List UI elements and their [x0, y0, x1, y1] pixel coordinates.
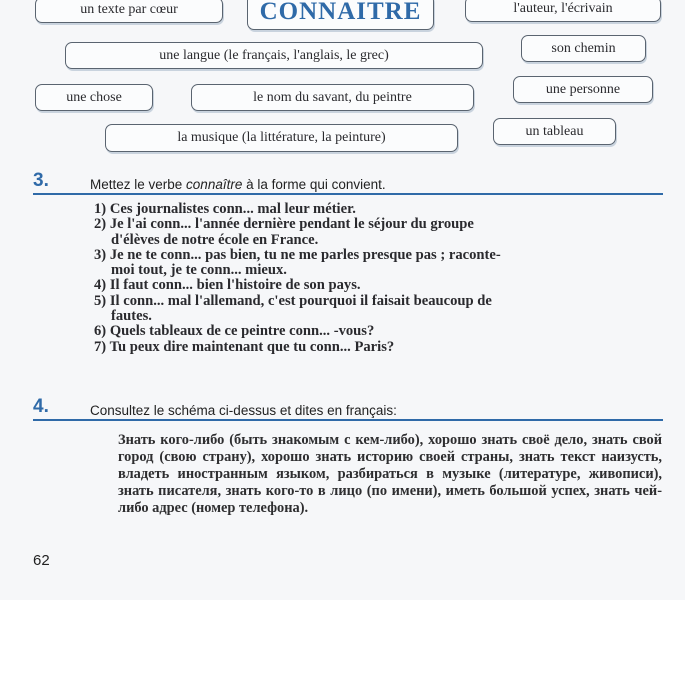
item-text: Tu peux dire maintenant que tu conn... Paris?: [109, 338, 395, 355]
box-person: une personne: [513, 76, 653, 103]
box-music: la musique (la littérature, la peinture): [105, 124, 458, 152]
item-number: 1): [94, 201, 107, 217]
exercise-3-list: [95, 202, 663, 355]
list-item: [95, 324, 663, 339]
item-text-cont: fautes.: [111, 308, 152, 325]
item-text: Je l'ai conn... l'année dernière pendant le séjour du groupe: [109, 216, 474, 233]
item-text: Il conn... mal l'allemand, c'est pourquoi il faisait beaucoup de: [109, 292, 492, 309]
exercise-4-number: 4.: [33, 396, 49, 417]
instruction-text: à la forme qui convient.: [242, 177, 386, 192]
item-text: Il faut conn... bien l'histoire de son pays.: [109, 277, 361, 294]
instruction-text: Mettez le verbe: [90, 177, 187, 192]
item-number: 3): [94, 246, 107, 263]
list-item: [95, 202, 663, 217]
box-connaitre: CONNAITRE: [247, 0, 434, 30]
item-text-cont: moi tout, je te conn... mieux.: [111, 262, 287, 279]
exercise-4-instruction: Consultez le schéma ci-dessus et dites en français:: [90, 403, 397, 418]
list-item: [95, 294, 663, 325]
item-number: 7): [94, 338, 107, 355]
box-author: l'auteur, l'écrivain: [465, 0, 661, 22]
box-painting: un tableau: [493, 118, 616, 145]
list-item: [95, 340, 663, 355]
box-thing: une chose: [35, 84, 153, 111]
item-number: 6): [94, 323, 107, 340]
exercise-4-text: Знать кого-либо (быть знакомым с кем-либо), хорошо знать своё дело, знать свой город (свою страну), хорошо знать историю своей страны, знать текст наизусть, владеть иностранным языком, разбираться в музыке (литературе, живописи), знать писателя, знать кого-то в лицо (по имени), иметь большой успех, знать чей-либо адрес (номер телефона).: [118, 432, 662, 516]
item-number: 2): [94, 216, 107, 233]
item-text: Ces journalistes conn... mal leur métier.: [109, 201, 356, 217]
list-item: [95, 248, 663, 279]
list-item: [95, 278, 663, 293]
box-his-way: son chemin: [521, 35, 646, 62]
page-number: 62: [33, 552, 50, 569]
box-name: le nom du savant, du peintre: [191, 84, 474, 111]
item-text-cont: d'élèves de notre école en France.: [111, 231, 319, 248]
exercise-3-instruction: [90, 177, 386, 192]
instruction-verb: connaître: [186, 177, 243, 192]
exercise-3-rule: [33, 193, 663, 195]
box-text-by-heart: un texte par cœur: [35, 0, 223, 23]
box-language: une langue (le français, l'anglais, le grec): [65, 42, 483, 69]
item-text: Je ne te conn... pas bien, tu ne me parles presque pas ; raconte-: [109, 246, 501, 263]
exercise-4-rule: [33, 419, 663, 421]
item-text: Quels tableaux de ce peintre conn... -vous?: [109, 323, 375, 340]
exercise-3-number: 3.: [33, 170, 49, 191]
list-item: [95, 217, 663, 248]
item-number: 5): [94, 292, 107, 309]
item-number: 4): [94, 277, 107, 294]
